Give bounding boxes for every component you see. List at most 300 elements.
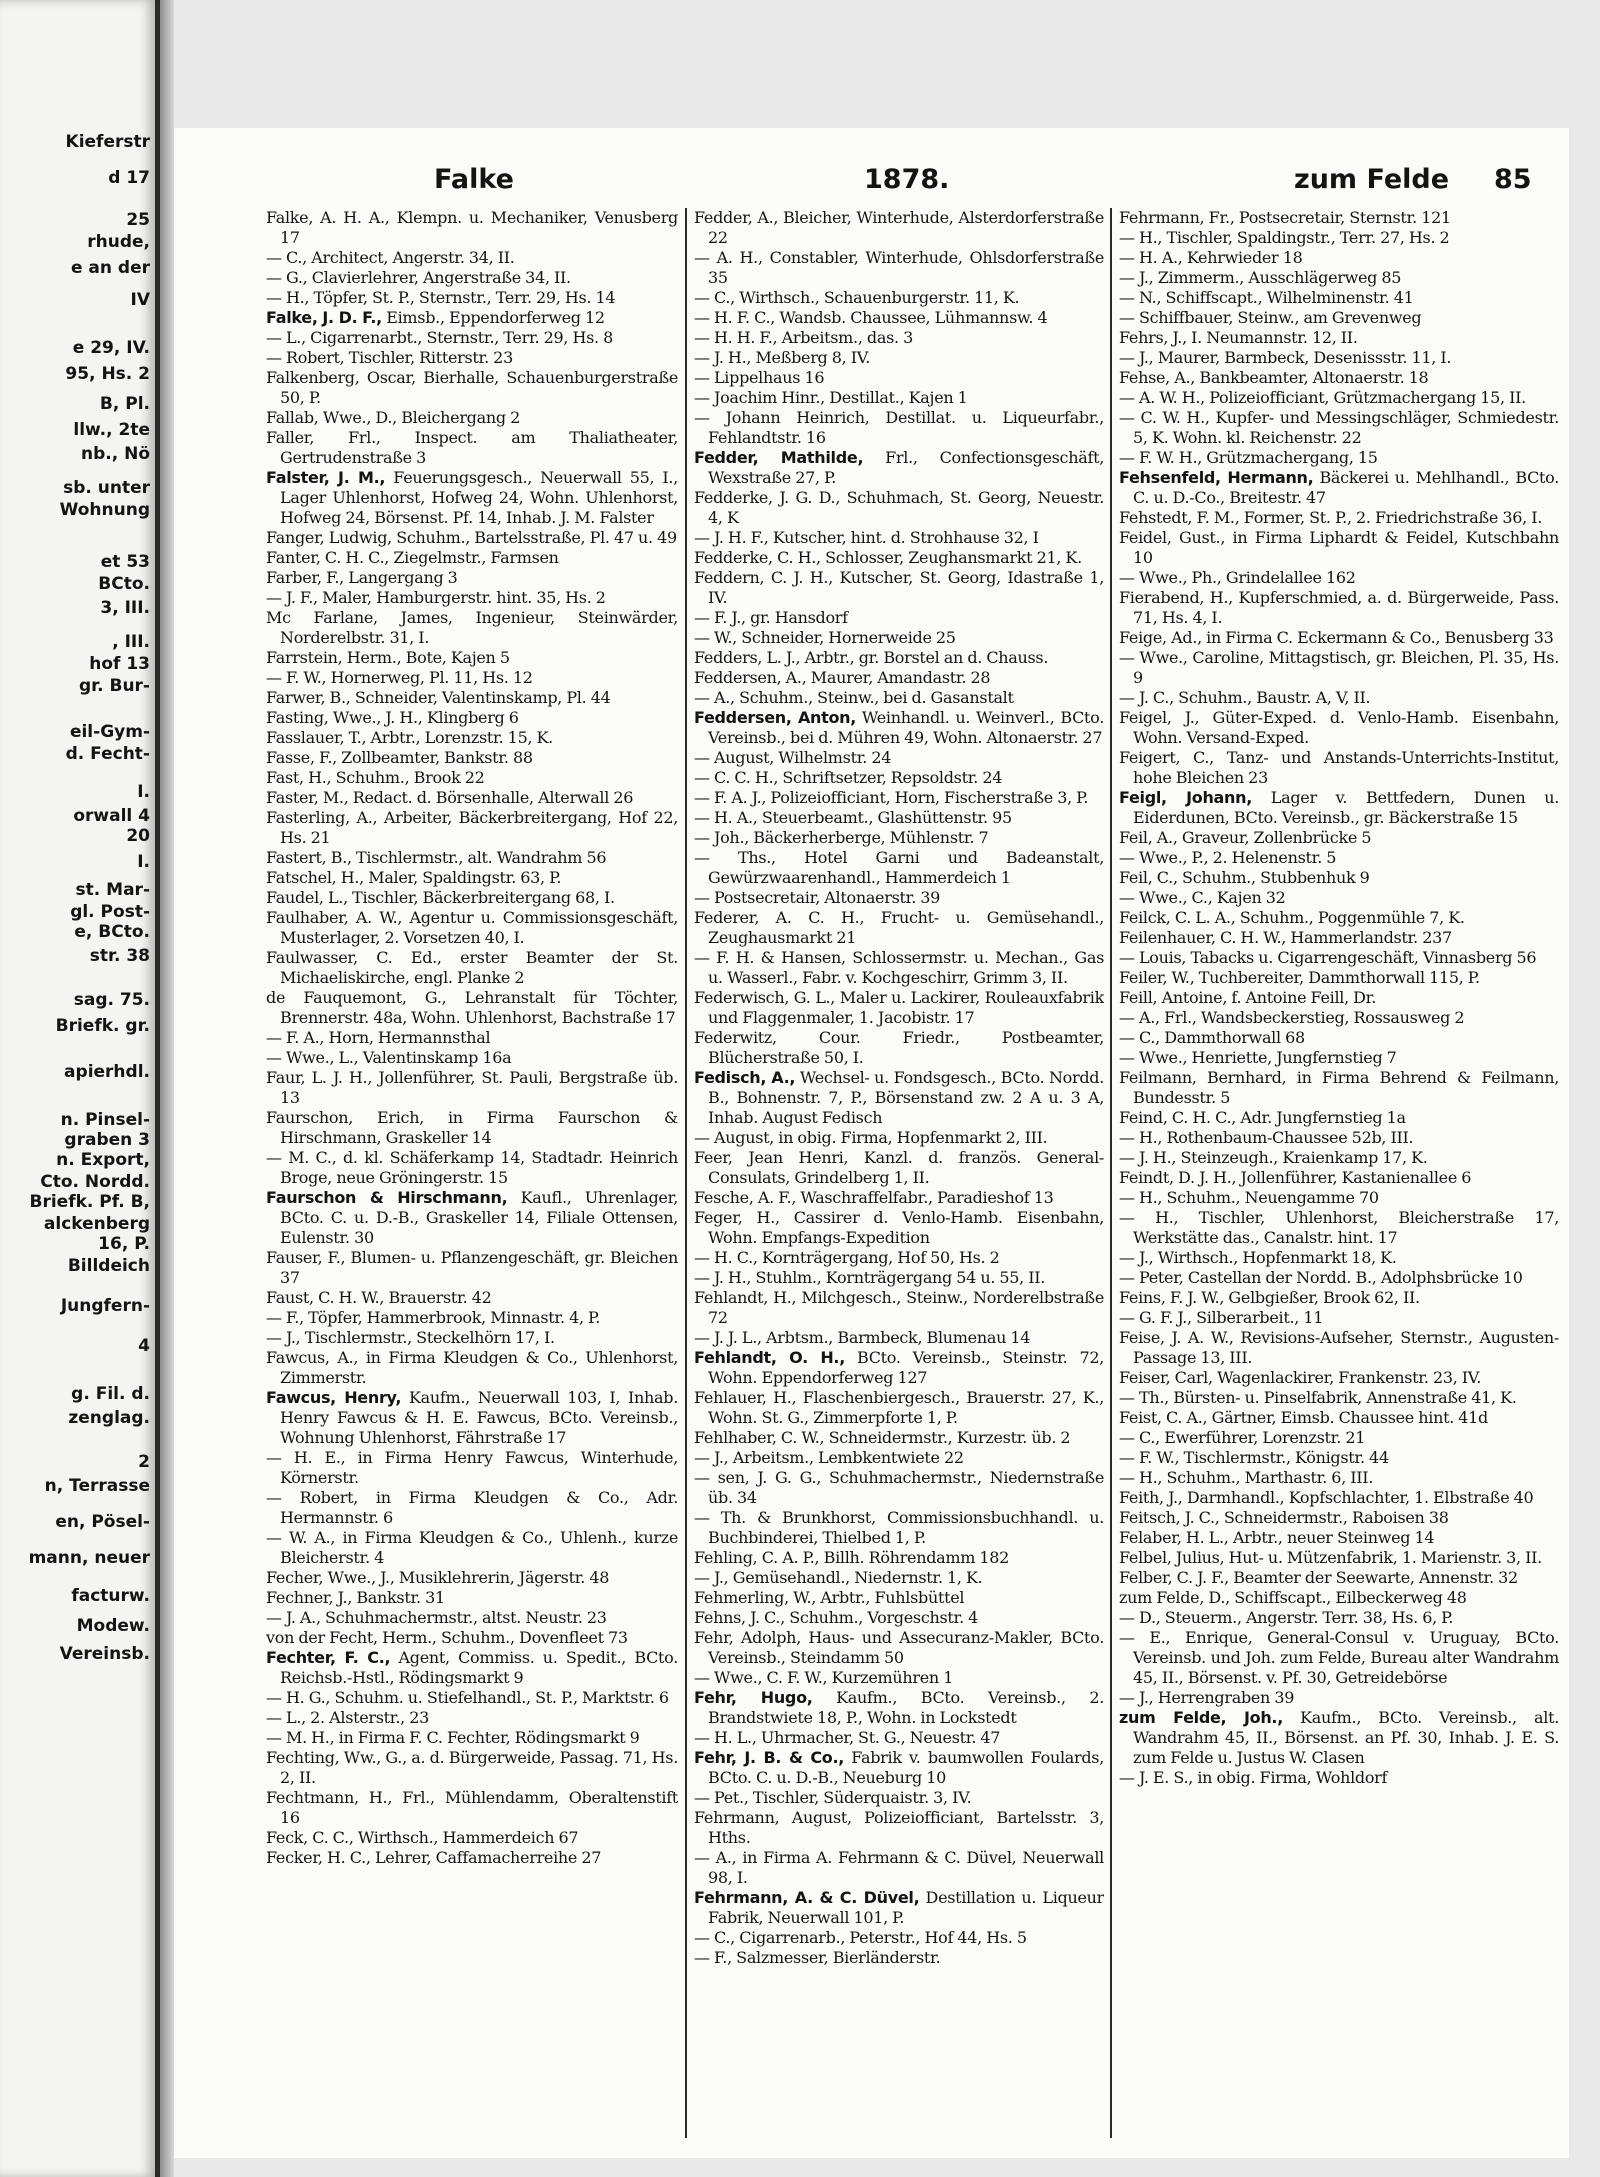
directory-entry (694, 1948, 1104, 1968)
entry-text: — J. H. F., Kutscher, hint. d. Strohhause 32, I (694, 528, 1039, 547)
directory-entry (1119, 388, 1559, 408)
entry-text: Feiler, W., Tuchbereiter, Dammthorwall 115, P. (1119, 968, 1480, 987)
directory-entry (266, 748, 678, 768)
entry-text: Faulhaber, A. W., Agentur u. Commissionsgeschäft, Musterlager, 2. Vorsetzen 40, I. (266, 908, 678, 947)
directory-entry (1119, 1708, 1559, 1768)
directory-entry (266, 248, 678, 268)
directory-entry (694, 1448, 1104, 1468)
entry-text: Destillation u. Liqueur Fabrik, Neuerwall 101, P. (708, 1888, 1104, 1927)
entry-text: — H., Schuhm., Marthastr. 6, III. (1119, 1468, 1374, 1487)
entry-text: — C., Ewerführer, Lorenzstr. 21 (1119, 1428, 1366, 1447)
directory-entry (1119, 1148, 1559, 1168)
directory-entry (694, 1848, 1104, 1888)
entry-text: — J. A., Schuhmachermstr., altst. Neustr. 23 (266, 1608, 607, 1627)
directory-entry (266, 1588, 678, 1608)
directory-entry (694, 408, 1104, 448)
entry-text: Fecker, H. C., Lehrer, Caffamacherreihe 27 (266, 1848, 602, 1867)
directory-entry (266, 1148, 678, 1188)
entry-text: — H. E., in Firma Henry Fawcus, Winterhude, Körnerstr. (266, 1448, 678, 1487)
edge-fragment: eil-Gym- (69, 722, 150, 742)
directory-entry (694, 1148, 1104, 1188)
entry-text: — M. C., d. kl. Schäferkamp 14, Stadtadr. Heinrich Broge, neue Gröningerstr. 15 (266, 1148, 678, 1187)
directory-entry (1119, 1208, 1559, 1248)
directory-entry (694, 1788, 1104, 1808)
entry-text: Feith, J., Darmhandl., Kopfschlachter, 1. Elbstraße 40 (1119, 1488, 1534, 1507)
directory-entry (266, 988, 678, 1028)
directory-entry (694, 368, 1104, 388)
directory-entry (694, 568, 1104, 608)
directory-entry (694, 1468, 1104, 1508)
entry-text: Fedderke, J. G. D., Schuhmach, St. Georg, Neuestr. 4, K (694, 488, 1104, 527)
entry-text: Fechting, Ww., G., a. d. Bürgerweide, Passag. 71, Hs. 2, II. (266, 1748, 678, 1787)
edge-fragment: 25 (126, 210, 150, 230)
directory-entry (1119, 1428, 1559, 1448)
entry-name: Fehrmann, A. & C. Düvel, (694, 1888, 920, 1907)
edge-fragment: alckenberg (43, 1214, 150, 1234)
entry-text: — Joh., Bäckerherberge, Mühlenstr. 7 (694, 828, 989, 847)
directory-entry (694, 788, 1104, 808)
entry-text: Feddern, C. J. H., Kutscher, St. Georg, Idastraße 1, IV. (694, 568, 1104, 607)
directory-entry (266, 688, 678, 708)
directory-entry (1119, 908, 1559, 928)
entry-text: — August, in obig. Firma, Hopfenmarkt 2, III. (694, 1128, 1048, 1147)
entry-text: Agent, Commiss. u. Spedit., BCto. Reichsb.-Hstl., Rödingsmarkt 9 (280, 1648, 678, 1687)
edge-fragment: d 17 (108, 168, 150, 188)
entry-text: — Lippelhaus 16 (694, 368, 825, 387)
edge-fragment: Modew. (76, 1616, 150, 1636)
entry-text: Feige, Ad., in Firma C. Eckermann & Co., Benusberg 33 (1119, 628, 1554, 647)
directory-entry (266, 1448, 678, 1488)
directory-entry (694, 1328, 1104, 1348)
entry-text: — D., Steuerm., Angerstr. Terr. 38, Hs. 6, P. (1119, 1608, 1454, 1627)
entry-text: — H. G., Schuhm. u. Stiefelhandl., St. P., Marktstr. 6 (266, 1688, 669, 1707)
directory-entry (694, 1208, 1104, 1248)
entry-text: — C., Dammthorwall 68 (1119, 1028, 1305, 1047)
entry-text: Fasting, Wwe., J. H., Klingberg 6 (266, 708, 519, 727)
edge-fragment: Jungfern- (60, 1296, 150, 1316)
entry-text: Feigert, C., Tanz- und Anstands-Unterrichts-Institut, hohe Bleichen 23 (1119, 748, 1559, 787)
entry-text: — M. H., in Firma F. C. Fechter, Rödingsmarkt 9 (266, 1728, 640, 1747)
entry-name: Fehr, Hugo, (694, 1688, 813, 1707)
entry-text: — H., Rothenbaum-Chaussee 52b, III. (1119, 1128, 1414, 1147)
directory-entry (694, 1668, 1104, 1688)
directory-entry (1119, 788, 1559, 828)
directory-entry (694, 288, 1104, 308)
directory-entry (1119, 308, 1559, 328)
entry-text: — C., Architect, Angerstr. 34, II. (266, 248, 515, 267)
directory-entry (266, 888, 678, 908)
directory-entry (1119, 1188, 1559, 1208)
directory-entry (266, 588, 678, 608)
entry-text: Fedder, A., Bleicher, Winterhude, Alsterdorferstraße 22 (694, 208, 1104, 247)
entry-text: — sen, J. G. G., Schuhmachermstr., Niedernstraße üb. 34 (694, 1468, 1104, 1507)
edge-fragment: gl. Post- (70, 902, 150, 922)
entry-name: Fedder, Mathilde, (694, 448, 864, 467)
directory-entry (266, 788, 678, 808)
directory-entry (1119, 248, 1559, 268)
entry-text: Fauser, F., Blumen- u. Pflanzengeschäft, gr. Bleichen 37 (266, 1248, 678, 1287)
entry-text: — J. C., Schuhm., Baustr. A, V, II. (1119, 688, 1371, 707)
directory-entry (1119, 1328, 1559, 1368)
entry-text: Fawcus, A., in Firma Kleudgen & Co., Uhlenhorst, Zimmerstr. (266, 1348, 678, 1387)
directory-entry (694, 388, 1104, 408)
directory-entry (1119, 988, 1559, 1008)
entry-text: — Robert, Tischler, Ritterstr. 23 (266, 348, 513, 367)
directory-entry (1119, 1048, 1559, 1068)
entry-text: Feddersen, A., Maurer, Amandastr. 28 (694, 668, 991, 687)
entry-text: Eimsb., Eppendorferweg 12 (381, 308, 605, 327)
entry-text: Fehlandt, H., Milchgesch., Steinw., Norderelbstraße 72 (694, 1288, 1104, 1327)
directory-entry (694, 1028, 1104, 1068)
entry-text: Fehrmann, Fr., Postsecretair, Sternstr. 121 (1119, 208, 1451, 227)
directory-entry (694, 1688, 1104, 1728)
entry-text: — L., 2. Alsterstr., 23 (266, 1708, 429, 1727)
directory-entry (266, 1048, 678, 1068)
directory-entry (1119, 408, 1559, 448)
edge-fragment: 16, P. (98, 1234, 150, 1254)
directory-entry (694, 1608, 1104, 1628)
entry-text: Feuerungsgesch., Neuerwall 55, I., Lager Uhlenhorst, Hofweg 24, Wohn. Uhlenhorst, Hofweg 24, Börsenst. Pf. 14, Inhab. J. M. Falster (280, 468, 678, 527)
edge-fragment: 3, III. (100, 598, 150, 618)
entry-text: — Wwe., C., Kajen 32 (1119, 888, 1286, 907)
entry-text: Feiser, Carl, Wagenlackirer, Frankenstr. 23, IV. (1119, 1368, 1482, 1387)
entry-text: — E., Enrique, General-Consul v. Uruguay, BCto. Vereinsb. und Joh. zum Felde, Bureau alter Wandrahm 45, II., Börsenst. v. Pf. 30, Getreidebörse (1119, 1628, 1559, 1687)
directory-entry (694, 1748, 1104, 1788)
entry-text: Mc Farlane, James, Ingenieur, Steinwärder, Norderelbstr. 31, I. (266, 608, 678, 647)
directory-entry (1119, 208, 1559, 228)
entry-text: Fasse, F., Zollbeamter, Bankstr. 88 (266, 748, 533, 767)
directory-entry (694, 888, 1104, 908)
entry-text: Kaufm., Neuerwall 103, I, Inhab. Henry Fawcus & H. E. Fawcus, BCto. Vereinsb., Wohnung Uhlenhorst, Fährstraße 17 (280, 1388, 678, 1447)
entry-text: Fechtmann, H., Frl., Mühlendamm, Oberaltenstift 16 (266, 1788, 678, 1827)
directory-entry (1119, 868, 1559, 888)
entry-text: Fast, H., Schuhm., Brook 22 (266, 768, 485, 787)
directory-entry (1119, 1008, 1559, 1028)
directory-entry (266, 1748, 678, 1788)
entry-text: Fatschel, H., Maler, Spaldingstr. 63, P. (266, 868, 562, 887)
entry-text: Farwer, B., Schneider, Valentinskamp, Pl. 44 (266, 688, 611, 707)
directory-entry (694, 628, 1104, 648)
directory-entry (694, 1288, 1104, 1328)
directory-entry (266, 1028, 678, 1048)
directory-entry (266, 948, 678, 988)
entry-text: de Fauquemont, G., Lehranstalt für Töchter, Brennerstr. 48a, Wohn. Uhlenhorst, Bachstraße 17 (266, 988, 678, 1027)
entry-name: Fehlandt, O. H., (694, 1348, 845, 1367)
directory-entry (1119, 708, 1559, 748)
directory-entry (694, 608, 1104, 628)
entry-text: — Th., Bürsten- u. Pinselfabrik, Annenstraße 41, K. (1119, 1388, 1517, 1407)
directory-entry (1119, 348, 1559, 368)
directory-entry (266, 1348, 678, 1388)
entry-text: — Wwe., Ph., Grindelallee 162 (1119, 568, 1356, 587)
directory-entry (1119, 1768, 1559, 1788)
directory-entry (1119, 748, 1559, 788)
entry-text: — H. A., Kehrwieder 18 (1119, 248, 1303, 267)
entry-text: Felber, C. J. F., Beamter der Seewarte, Annenstr. 32 (1119, 1568, 1518, 1587)
directory-entry (266, 1488, 678, 1528)
entry-text: — J. H., Steinzeugh., Kraienkamp 17, K. (1119, 1148, 1428, 1167)
directory-entry (1119, 948, 1559, 968)
directory-entry (266, 1068, 678, 1108)
directory-entry (266, 668, 678, 688)
directory-entry (1119, 1128, 1559, 1148)
entry-text: Federwitz, Cour. Friedr., Postbeamter, Blücherstraße 50, I. (694, 1028, 1104, 1067)
entry-text: — Louis, Tabacks u. Cigarrengeschäft, Vinnasberg 56 (1119, 948, 1537, 967)
edge-fragment: 95, Hs. 2 (65, 364, 150, 384)
entry-text: Fehlauer, H., Flaschenbiergesch., Brauerstr. 27, K., Wohn. St. G., Zimmerpforte 1, P. (694, 1388, 1104, 1427)
edge-fragment: sag. 75. (73, 990, 150, 1010)
directory-entry (1119, 828, 1559, 848)
entry-text: — H., Schuhm., Neuengamme 70 (1119, 1188, 1379, 1207)
entry-text: — J. E. S., in obig. Firma, Wohldorf (1119, 1768, 1388, 1787)
entry-text: — Peter, Castellan der Nordd. B., Adolphsbrücke 10 (1119, 1268, 1523, 1287)
edge-fragment: Briefk. gr. (55, 1016, 150, 1036)
entry-text: Falke, A. H. A., Klempn. u. Mechaniker, Venusberg 17 (266, 208, 678, 247)
directory-entry (1119, 1388, 1559, 1408)
entry-text: Wechsel- u. Fondsgesch., BCto. Nordd. B., Bohnenstr. 7, P., Börsenstand zw. 2 A u. 3 A, Inhab. August Fedisch (708, 1068, 1104, 1127)
directory-entry (266, 1288, 678, 1308)
entry-text: — Postsecretair, Altonaerstr. 39 (694, 888, 941, 907)
directory-entry (1119, 1108, 1559, 1128)
entry-text: — J., Maurer, Barmbeck, Desenissstr. 11, I. (1119, 348, 1452, 367)
entry-text: Feilenhauer, C. H. W., Hammerlandstr. 237 (1119, 928, 1452, 947)
directory-entry (694, 548, 1104, 568)
entry-text: Fehse, A., Bankbeamter, Altonaerstr. 18 (1119, 368, 1429, 387)
directory-entry (694, 828, 1104, 848)
entry-text: Faur, L. J. H., Jollenführer, St. Pauli, Bergstraße üb. 13 (266, 1068, 678, 1107)
directory-entry (1119, 448, 1559, 468)
entry-text: — F., Töpfer, Hammerbrook, Minnastr. 4, P. (266, 1308, 601, 1327)
entry-text: Farrstein, Herm., Bote, Kajen 5 (266, 648, 510, 667)
entry-text: — L., Cigarrenarbt., Sternstr., Terr. 29, Hs. 8 (266, 328, 613, 347)
edge-fragment: d. Fecht- (65, 744, 150, 764)
directory-entry (266, 1248, 678, 1288)
directory-entry (694, 1888, 1104, 1928)
entry-text: Faller, Frl., Inspect. am Thaliatheater, Gertrudenstraße 3 (266, 428, 678, 467)
directory-entry (694, 768, 1104, 788)
entry-text: Feilmann, Bernhard, in Firma Behrend & Feilmann, Bundesstr. 5 (1119, 1068, 1559, 1107)
edge-fragment: B, Pl. (99, 394, 150, 414)
entry-text: — F. A., Horn, Hermannsthal (266, 1028, 491, 1047)
edge-fragment: n. Export, (56, 1150, 150, 1170)
entry-text: — H., Tischler, Uhlenhorst, Bleicherstraße 17, Werkstätte das., Canalstr. hint. 17 (1119, 1208, 1559, 1247)
directory-entry (1119, 268, 1559, 288)
directory-entry (266, 1108, 678, 1148)
directory-entry (266, 368, 678, 408)
directory-entry (1119, 228, 1559, 248)
directory-entry (266, 908, 678, 948)
directory-entry (1119, 468, 1559, 508)
directory-entry (266, 288, 678, 308)
entry-text: — H. H. F., Arbeitsm., das. 3 (694, 328, 913, 347)
edge-fragment: g. Fil. d. (71, 1384, 150, 1404)
entry-text: Fasslauer, T., Arbtr., Lorenzstr. 15, K. (266, 728, 553, 747)
edge-fragment: e 29, IV. (72, 338, 150, 358)
entry-text: Falkenberg, Oscar, Bierhalle, Schauenburgerstraße 50, P. (266, 368, 678, 407)
entry-text: Fecher, Wwe., J., Musiklehrerin, Jägerstr. 48 (266, 1568, 610, 1587)
entry-text: Feise, J. A. W., Revisions-Aufseher, Sternstr., Augusten-Passage 13, III. (1119, 1328, 1559, 1367)
directory-entry (1119, 1588, 1559, 1608)
edge-fragment: n, Terrasse (44, 1476, 150, 1496)
edge-fragment: et 53 (100, 552, 150, 572)
directory-entry (266, 1388, 678, 1448)
entry-text: Feist, C. A., Gärtner, Eimsb. Chaussee hint. 41d (1119, 1408, 1488, 1427)
directory-entry (266, 648, 678, 668)
entry-text: Fesche, A. F., Waschraffelfabr., Paradieshof 13 (694, 1188, 1054, 1207)
entry-text: — A., in Firma A. Fehrmann & C. Düvel, Neuerwall 98, I. (694, 1848, 1104, 1887)
directory-entry (694, 1808, 1104, 1848)
running-head-right: zum Felde (1294, 164, 1450, 195)
edge-fragment: e, BCto. (74, 922, 150, 942)
edge-fragment: llw., 2te (73, 420, 150, 440)
edge-fragment: n. Pinsel- (60, 1110, 150, 1130)
directory-entry (1119, 968, 1559, 988)
directory-entry (1119, 1248, 1559, 1268)
directory-entry (266, 728, 678, 748)
directory-entry (1119, 1628, 1559, 1688)
entry-text: — J. F., Maler, Hamburgerstr. hint. 35, Hs. 2 (266, 588, 606, 607)
directory-entry (694, 528, 1104, 548)
entry-text: Feigel, J., Güter-Exped. d. Venlo-Hamb. Eisenbahn, Wohn. Versand-Exped. (1119, 708, 1559, 747)
directory-entry (694, 988, 1104, 1028)
directory-entry (266, 608, 678, 648)
edge-fragment: nb., Nö (80, 444, 150, 464)
directory-entry (1119, 1508, 1559, 1528)
directory-entry (694, 848, 1104, 888)
directory-entry (1119, 568, 1559, 588)
directory-entry (1119, 328, 1559, 348)
directory-entry (1119, 1468, 1559, 1488)
directory-entry (266, 1788, 678, 1828)
directory-entry (694, 328, 1104, 348)
directory-entry (1119, 628, 1559, 648)
entry-text: Fierabend, H., Kupferschmied, a. d. Bürgerweide, Pass. 71, Hs. 4, I. (1119, 588, 1559, 627)
entry-text: Fanter, C. H. C., Ziegelmstr., Farmsen (266, 548, 559, 567)
entry-name: Fedisch, A., (694, 1068, 796, 1087)
directory-entry (266, 208, 678, 248)
directory-entry (1119, 848, 1559, 868)
entry-text: Faurschon, Erich, in Firma Faurschon & Hirschmann, Graskeller 14 (266, 1108, 678, 1147)
entry-name: Fehr, J. B. & Co., (694, 1748, 845, 1767)
edge-fragment: Billdeich (67, 1256, 150, 1276)
edge-fragment: Vereinsb. (59, 1644, 150, 1664)
entry-text: Fechner, J., Bankstr. 31 (266, 1588, 445, 1607)
directory-entry (1119, 1368, 1559, 1388)
entry-text: Felaber, H. L., Arbtr., neuer Steinweg 14 (1119, 1528, 1435, 1547)
edge-fragment: 20 (126, 826, 150, 846)
entry-text: zum Felde, D., Schiffscapt., Eilbeckerweg 48 (1119, 1588, 1467, 1607)
entry-text: — Wwe., C. F. W., Kurzemühren 1 (694, 1668, 954, 1687)
edge-fragment: zenglag. (68, 1408, 150, 1428)
entry-text: Federwisch, G. L., Maler u. Lackirer, Rouleauxfabrik und Flaggenmaler, 1. Jacobistr. 17 (694, 988, 1104, 1027)
entry-text: Faulwasser, C. Ed., erster Beamter der St. Michaeliskirche, engl. Planke 2 (266, 948, 678, 987)
entry-text: — Wwe., Caroline, Mittagstisch, gr. Bleichen, Pl. 35, Hs. 9 (1119, 648, 1559, 687)
entry-text: — C. W. H., Kupfer- und Messingschläger, Schmiedestr. 5, K. Wohn. kl. Reichenstr. 22 (1119, 408, 1559, 447)
entry-text: — J., Gemüsehandl., Niedernstr. 1, K. (694, 1568, 983, 1587)
entry-text: Kaufm., BCto. Vereinsb., 2. Brandstwiete 18, P., Wohn. in Lockstedt (708, 1688, 1104, 1727)
entry-text: Feger, H., Cassirer d. Venlo-Hamb. Eisenbahn, Wohn. Empfangs-Expedition (694, 1208, 1104, 1247)
page-number: 85 (1494, 164, 1532, 195)
directory-entry (694, 708, 1104, 748)
entry-text: — F. W. H., Grützmachergang, 15 (1119, 448, 1378, 467)
edge-fragment: I. (137, 852, 150, 872)
entry-text: — F., Salzmesser, Bierländerstr. (694, 1948, 941, 1967)
directory-entry (266, 808, 678, 848)
entry-text: Faster, M., Redact. d. Börsenhalle, Alterwall 26 (266, 788, 634, 807)
entry-text: — Ths., Hotel Garni und Badeanstalt, Gewürzwaarenhandl., Hammerdeich 1 (694, 848, 1104, 887)
edge-fragment: rhude, (87, 232, 150, 252)
directory-entry (266, 848, 678, 868)
entry-text: — F. H. & Hansen, Schlossermstr. u. Mechan., Gas u. Wasserl., Fabr. v. Kochgeschirr, Grimm 3, II. (694, 948, 1104, 987)
entry-text: Feitsch, J. C., Schneidermstr., Raboisen 38 (1119, 1508, 1449, 1527)
directory-entry (694, 1628, 1104, 1668)
page-header (174, 164, 1569, 204)
directory-entry (266, 568, 678, 588)
page-gutter (160, 0, 174, 2177)
entry-text: Fanger, Ludwig, Schuhm., Bartelsstraße, Pl. 47 u. 49 (266, 528, 677, 547)
entry-text: Fehns, J. C., Schuhm., Vorgeschstr. 4 (694, 1608, 979, 1627)
entry-text: Faudel, L., Tischler, Bäckerbreitergang 68, I. (266, 888, 615, 907)
edge-fragment: Kieferstr (65, 132, 150, 152)
directory-entry (1119, 1608, 1559, 1628)
directory-entry (1119, 1068, 1559, 1108)
entry-text: — H., Tischler, Spaldingstr., Terr. 27, Hs. 2 (1119, 228, 1450, 247)
entry-text: Faust, C. H. W., Brauerstr. 42 (266, 1288, 492, 1307)
entry-text: Fabrik v. baumwollen Foulards, BCto. C. u. D.-B., Neueburg 10 (708, 1748, 1104, 1787)
directory-entry (266, 768, 678, 788)
edge-fragment: Briefk. Pf. B, (29, 1192, 150, 1212)
entry-text: Fasterling, A., Arbeiter, Bäckerbreitergang, Hof 22, Hs. 21 (266, 808, 678, 847)
entry-text: Feidel, Gust., in Firma Liphardt & Feidel, Kutschbahn 10 (1119, 528, 1559, 567)
entry-name: Falke, J. D. F., (266, 308, 382, 327)
entry-text: — G. F. J., Silberarbeit., 11 (1119, 1308, 1324, 1327)
entry-name: Fehsenfeld, Hermann, (1119, 468, 1314, 487)
directory-entry (1119, 508, 1559, 528)
directory-entry (694, 1548, 1104, 1568)
entry-name: Fechter, F. C., (266, 1648, 391, 1667)
entry-text: Felbel, Julius, Hut- u. Mützenfabrik, 1. Marienstr. 3, II. (1119, 1548, 1542, 1567)
entry-text: — H. C., Kornträgergang, Hof 50, Hs. 2 (694, 1248, 1000, 1267)
directory-entry (1119, 1488, 1559, 1508)
directory-entry (1119, 368, 1559, 388)
column-3 (1119, 208, 1559, 2138)
edge-fragment: gr. Bur- (78, 676, 150, 696)
directory-entry (1119, 1288, 1559, 1308)
entry-text: Feind, C. H. C., Adr. Jungfernstieg 1a (1119, 1108, 1406, 1127)
edge-fragment: , III. (112, 632, 150, 652)
entry-name: Feddersen, Anton, (694, 708, 857, 727)
directory-entry (694, 808, 1104, 828)
entry-text: Kaufl., Uhrenlager, BCto. C. u. D.-B., Graskeller 14, Filiale Ottensen, Eulenstr. 30 (280, 1188, 678, 1247)
directory-entry (694, 948, 1104, 988)
entry-text: Fastert, B., Tischlermstr., alt. Wandrahm 56 (266, 848, 607, 867)
directory-entry (266, 428, 678, 468)
directory-entry (266, 1528, 678, 1568)
entry-text: Feer, Jean Henri, Kanzl. d. französ. General-Consulats, Grindelberg 1, II. (694, 1148, 1104, 1187)
directory-entry (266, 1568, 678, 1588)
directory-entry (266, 1608, 678, 1628)
directory-entry (266, 1728, 678, 1748)
edge-fragment: en, Pösel- (55, 1512, 150, 1532)
entry-text: — J., Zimmerm., Ausschlägerweg 85 (1119, 268, 1402, 287)
edge-fragment: facturw. (71, 1586, 150, 1606)
directory-entry (266, 328, 678, 348)
entry-text: Feindt, D. J. H., Jollenführer, Kastanienallee 6 (1119, 1168, 1472, 1187)
entry-text: — J., Tischlermstr., Steckelhörn 17, I. (266, 1328, 555, 1347)
entry-text: Feins, F. J. W., Gelbgießer, Brook 62, II. (1119, 1288, 1420, 1307)
entry-text: Fehstedt, F. M., Former, St. P., 2. Friedrichstraße 36, I. (1119, 508, 1542, 527)
edge-fragment: Cto. Nordd. (40, 1172, 150, 1192)
